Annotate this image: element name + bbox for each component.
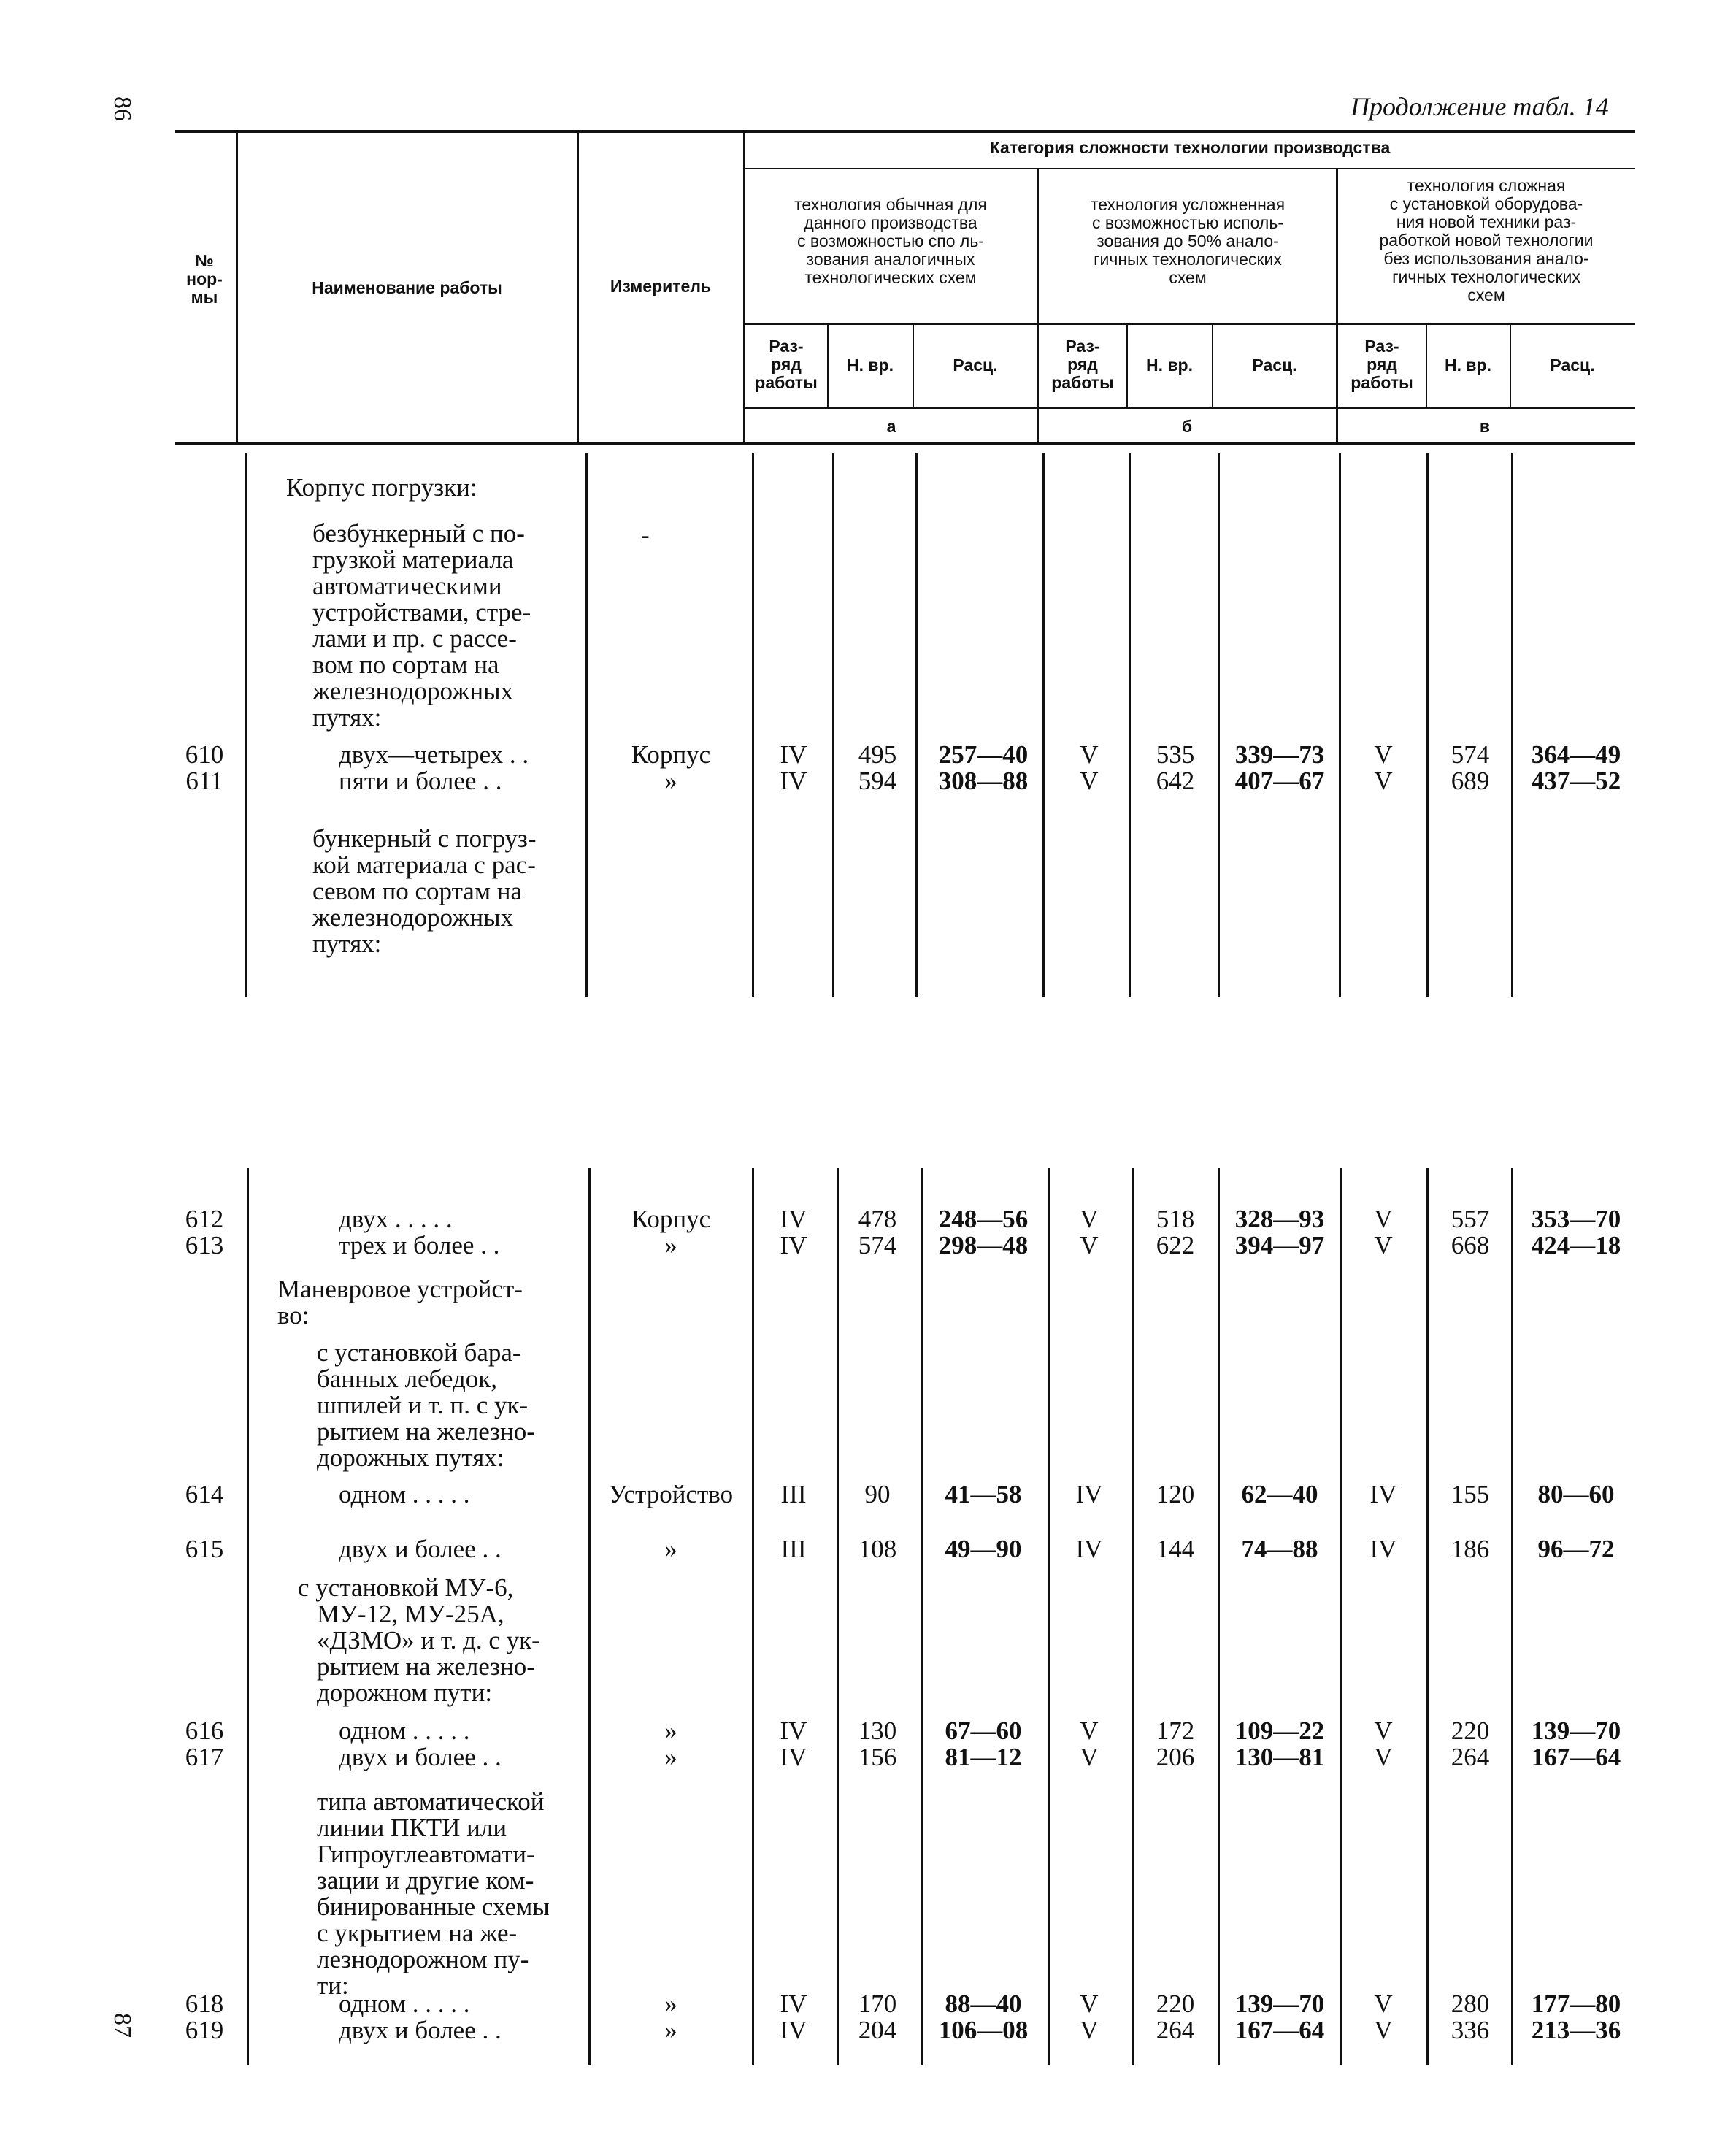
- dash-mark: -: [641, 521, 650, 549]
- row-name: трех и более . .: [339, 1231, 500, 1259]
- norm-b: 535: [1156, 740, 1195, 769]
- row-number: 613: [185, 1231, 224, 1259]
- grade-c: V: [1374, 1231, 1393, 1259]
- description-line: с установкой бара-: [317, 1338, 521, 1367]
- description-line: с установкой МУ-6,: [298, 1573, 514, 1602]
- rate-a: 248—56: [938, 1205, 1029, 1233]
- grade-a: IV: [780, 1743, 807, 1771]
- body-vline: [585, 453, 588, 997]
- body-vline: [1042, 453, 1045, 997]
- header-norm-c: Н. вр.: [1445, 356, 1491, 375]
- description-line: МУ-12, МУ-25А,: [317, 1600, 504, 1628]
- grade-c: IV: [1369, 1535, 1397, 1563]
- norm-c: 155: [1451, 1480, 1490, 1508]
- rate-a: 49—90: [945, 1535, 1022, 1563]
- grade-a: IV: [780, 2016, 807, 2044]
- description-line: севом по сортам на: [312, 877, 522, 905]
- row-name: пяти и более . .: [339, 767, 502, 795]
- description-line: кой материала с рас-: [312, 851, 536, 879]
- grade-b: IV: [1075, 1480, 1103, 1508]
- header-rate-c: Расц.: [1550, 356, 1595, 375]
- header-letter-c: в: [1479, 417, 1491, 436]
- norm-c: 668: [1451, 1231, 1490, 1259]
- row-number: 612: [185, 1205, 224, 1233]
- header-vline: [1426, 325, 1427, 407]
- body-vline: [1132, 1168, 1134, 2065]
- rate-c: 139—70: [1531, 1716, 1621, 1745]
- header-group-b: технология усложненная с возможностью исполь- зования до 50% анало- гичных технологических схем: [1090, 195, 1286, 287]
- norm-a: 594: [858, 767, 897, 795]
- header-grade-c: Раз- ряд работы: [1351, 337, 1413, 392]
- body-vline: [1339, 453, 1341, 997]
- rate-c: 437—52: [1531, 767, 1621, 795]
- grade-b: V: [1080, 1231, 1099, 1259]
- rate-c: 80—60: [1537, 1480, 1615, 1508]
- row-number: 615: [185, 1535, 224, 1563]
- body-vline: [915, 453, 918, 997]
- grade-a: IV: [780, 1231, 807, 1259]
- grade-c: V: [1374, 1205, 1393, 1233]
- row-unit: »: [664, 1231, 677, 1259]
- header-grade-b: Раз- ряд работы: [1051, 337, 1114, 392]
- grade-c: V: [1374, 1990, 1393, 2018]
- rate-c: 364—49: [1531, 740, 1621, 769]
- rate-a: 41—58: [945, 1480, 1022, 1508]
- description-line: дорожном пути:: [317, 1679, 493, 1707]
- rate-b: 74—88: [1241, 1535, 1318, 1563]
- rate-c: 167—64: [1531, 1743, 1621, 1771]
- header-vline: [1510, 325, 1511, 407]
- norm-a: 130: [858, 1716, 897, 1745]
- rate-c: 177—80: [1531, 1990, 1621, 2018]
- body-vline: [752, 1168, 754, 2065]
- norm-a: 478: [858, 1205, 897, 1233]
- header-rate-b: Расц.: [1252, 356, 1297, 375]
- page-number-right: 87: [109, 2013, 136, 2038]
- header-vline: [1336, 169, 1338, 442]
- row-number: 619: [185, 2016, 224, 2044]
- norm-b: 622: [1156, 1231, 1195, 1259]
- grade-c: V: [1374, 767, 1393, 795]
- header-category: Категория сложности технологии производства: [989, 138, 1391, 157]
- body-vline: [1129, 453, 1131, 997]
- body-vline: [1426, 1168, 1429, 2065]
- body-vline: [1426, 453, 1429, 997]
- grade-a: IV: [780, 1716, 807, 1745]
- rate-b: 139—70: [1234, 1990, 1325, 2018]
- row-number: 611: [185, 767, 223, 795]
- header-vline: [1126, 325, 1128, 407]
- norm-c: 220: [1451, 1716, 1490, 1745]
- rate-b: 167—64: [1234, 2016, 1325, 2044]
- rate-b: 328—93: [1234, 1205, 1325, 1233]
- description-line: типа автоматической: [317, 1787, 545, 1816]
- description-line: «ДЗМО» и т. д. с ук-: [317, 1626, 540, 1654]
- norm-c: 336: [1451, 2016, 1490, 2044]
- description-line: путях:: [312, 703, 382, 732]
- header-vline: [913, 325, 914, 407]
- header-group-a: технология обычная для данного производства с возможностью спо ль- зования аналогичных технологических схем: [794, 195, 987, 287]
- grade-b: V: [1080, 2016, 1099, 2044]
- header-col-number: № нор- мы: [186, 251, 223, 307]
- norm-b: 120: [1156, 1480, 1195, 1508]
- norm-c: 689: [1451, 767, 1490, 795]
- norm-c: 186: [1451, 1535, 1490, 1563]
- header-rate-a: Расц.: [953, 356, 998, 375]
- grade-a: IV: [780, 740, 807, 769]
- header-vline: [577, 133, 579, 442]
- row-number: 618: [185, 1990, 224, 2018]
- row-name: двух . . . . .: [339, 1205, 453, 1233]
- body-vline: [588, 1168, 591, 2065]
- grade-c: V: [1374, 2016, 1393, 2044]
- grade-a: IV: [780, 767, 807, 795]
- body-vline: [837, 1168, 839, 2065]
- rate-b: 109—22: [1234, 1716, 1325, 1745]
- header-vline: [1212, 325, 1213, 407]
- rate-c: 96—72: [1537, 1535, 1615, 1563]
- description-line: с укрытием на же-: [317, 1919, 518, 1947]
- description-line: устройствами, стре-: [312, 598, 531, 626]
- row-unit: »: [664, 767, 677, 795]
- description-line: грузкой материала: [312, 545, 514, 574]
- header-letter-b: б: [1181, 417, 1193, 436]
- description-line: банных лебедок,: [317, 1365, 498, 1393]
- header-vline: [743, 133, 745, 442]
- description-line: линии ПКТИ или: [317, 1814, 507, 1842]
- header-norm-a: Н. вр.: [847, 356, 894, 375]
- grade-a: III: [780, 1535, 807, 1563]
- header-norm-b: Н. вр.: [1146, 356, 1193, 375]
- grade-b: IV: [1075, 1535, 1103, 1563]
- row-unit: »: [664, 1743, 677, 1771]
- norm-b: 172: [1156, 1716, 1195, 1745]
- row-unit: »: [664, 2016, 677, 2044]
- grade-c: V: [1374, 740, 1393, 769]
- description-line: зации и другие ком-: [317, 1866, 534, 1895]
- row-name: одном . . . . .: [339, 1716, 470, 1745]
- body-vline: [832, 453, 834, 997]
- row-name: двух и более . .: [339, 2016, 502, 2044]
- norm-c: 280: [1451, 1990, 1490, 2018]
- norm-b: 206: [1156, 1743, 1195, 1771]
- body-vline: [1218, 453, 1220, 997]
- norm-b: 220: [1156, 1990, 1195, 2018]
- norm-b: 264: [1156, 2016, 1195, 2044]
- header-top-rule: [175, 130, 1635, 133]
- body-vline: [1340, 1168, 1342, 2065]
- row-number: 614: [185, 1480, 224, 1508]
- norm-b: 144: [1156, 1535, 1195, 1563]
- row-number: 610: [185, 740, 224, 769]
- row-name: двух—четырех . .: [339, 740, 529, 769]
- description-line: лами и пр. с рассе-: [312, 624, 517, 653]
- row-unit: »: [664, 1535, 677, 1563]
- body-vline: [1048, 1168, 1050, 2065]
- body-vline: [1511, 453, 1513, 997]
- grade-c: V: [1374, 1743, 1393, 1771]
- norm-a: 90: [864, 1480, 891, 1508]
- row-number: 617: [185, 1743, 224, 1771]
- rate-a: 298—48: [938, 1231, 1029, 1259]
- description-line: бинированные схемы: [317, 1892, 550, 1921]
- rate-b: 394—97: [1234, 1231, 1325, 1259]
- description-line: железнодорожных: [312, 903, 514, 932]
- body-vline: [1511, 1168, 1513, 2065]
- norm-a: 204: [858, 2016, 897, 2044]
- description-line: безбункерный с по-: [312, 519, 525, 548]
- rate-a: 81—12: [945, 1743, 1022, 1771]
- table-caption: Продолжение табл. 14: [1351, 92, 1609, 121]
- body-vline: [245, 453, 247, 997]
- description-line: лезнодорожном пу-: [317, 1945, 529, 1973]
- grade-b: V: [1080, 740, 1099, 769]
- grade-a: IV: [780, 1205, 807, 1233]
- rate-b: 407—67: [1234, 767, 1325, 795]
- row-name: одном . . . . .: [339, 1990, 470, 2018]
- rate-c: 353—70: [1531, 1205, 1621, 1233]
- subheader-rule: [745, 407, 1635, 409]
- page-number-left: 86: [109, 96, 136, 121]
- grade-c: V: [1374, 1716, 1393, 1745]
- norm-a: 108: [858, 1535, 897, 1563]
- header-vline: [827, 325, 829, 407]
- row-unit: »: [664, 1990, 677, 2018]
- norm-a: 156: [858, 1743, 897, 1771]
- grade-b: V: [1080, 1716, 1099, 1745]
- grade-b: V: [1080, 1990, 1099, 2018]
- description-line: шпилей и т. п. с ук-: [317, 1391, 529, 1419]
- description-line: ти:: [317, 1971, 349, 2000]
- rate-a: 106—08: [938, 2016, 1029, 2044]
- body-vline: [752, 453, 754, 997]
- description-line: дорожных путях:: [317, 1443, 504, 1472]
- rate-b: 339—73: [1234, 740, 1325, 769]
- grade-b: V: [1080, 1205, 1099, 1233]
- header-col-name: Наименование работы: [312, 278, 502, 297]
- header-vline: [236, 133, 238, 442]
- norm-c: 557: [1451, 1205, 1490, 1233]
- norm-c: 264: [1451, 1743, 1490, 1771]
- body-vline: [247, 1168, 249, 2065]
- header-letter-a: а: [886, 417, 896, 436]
- rate-a: 308—88: [938, 767, 1029, 795]
- description-line: бункерный с погруз-: [312, 824, 537, 853]
- header-grade-a: Раз- ряд работы: [755, 337, 818, 392]
- description-line: автоматическими: [312, 572, 502, 600]
- description-line: путях:: [312, 929, 382, 958]
- row-unit: »: [664, 1716, 677, 1745]
- description-line: железнодорожных: [312, 677, 514, 705]
- description-line: рытием на железно-: [317, 1652, 535, 1681]
- row-unit: Корпус: [631, 1205, 711, 1233]
- header-bottom-rule: [175, 442, 1635, 445]
- grade-c: IV: [1369, 1480, 1397, 1508]
- description-line: рытием на железно-: [317, 1417, 535, 1446]
- section-heading: Маневровое устройст-: [277, 1275, 523, 1303]
- grade-a: IV: [780, 1990, 807, 2018]
- norm-c: 574: [1451, 740, 1490, 769]
- header-group-c: технология сложная с установкой оборудова- ния новой техники раз- работкой новой технологии без использования анало- гичных технологических схем: [1379, 176, 1594, 304]
- rate-a: 88—40: [945, 1990, 1022, 2018]
- row-number: 616: [185, 1716, 224, 1745]
- section-heading: во:: [277, 1301, 310, 1330]
- rate-c: 424—18: [1531, 1231, 1621, 1259]
- row-unit: Устройство: [608, 1480, 734, 1508]
- header-col-unit: Измеритель: [610, 277, 712, 296]
- row-name: двух и более . .: [339, 1535, 502, 1563]
- norm-b: 642: [1156, 767, 1195, 795]
- grade-a: III: [780, 1480, 807, 1508]
- rate-b: 130—81: [1234, 1743, 1325, 1771]
- norm-a: 495: [858, 740, 897, 769]
- rate-b: 62—40: [1241, 1480, 1318, 1508]
- description-line: вом по сортам на: [312, 651, 499, 679]
- norm-a: 170: [858, 1990, 897, 2018]
- row-unit: Корпус: [631, 740, 711, 769]
- row-name: одном . . . . .: [339, 1480, 470, 1508]
- description-line: Гипроуглеавтомати-: [317, 1840, 535, 1868]
- grade-b: V: [1080, 767, 1099, 795]
- rate-c: 213—36: [1531, 2016, 1621, 2044]
- norm-b: 518: [1156, 1205, 1195, 1233]
- norm-a: 574: [858, 1231, 897, 1259]
- group-rule: [745, 323, 1635, 325]
- body-vline: [1218, 1168, 1220, 2065]
- rate-a: 67—60: [945, 1716, 1022, 1745]
- rate-a: 257—40: [938, 740, 1029, 769]
- section-heading: Корпус погрузки:: [286, 473, 477, 502]
- row-name: двух и более . .: [339, 1743, 502, 1771]
- header-vline: [1037, 169, 1039, 442]
- grade-b: V: [1080, 1743, 1099, 1771]
- body-vline: [921, 1168, 923, 2065]
- category-rule: [745, 168, 1635, 169]
